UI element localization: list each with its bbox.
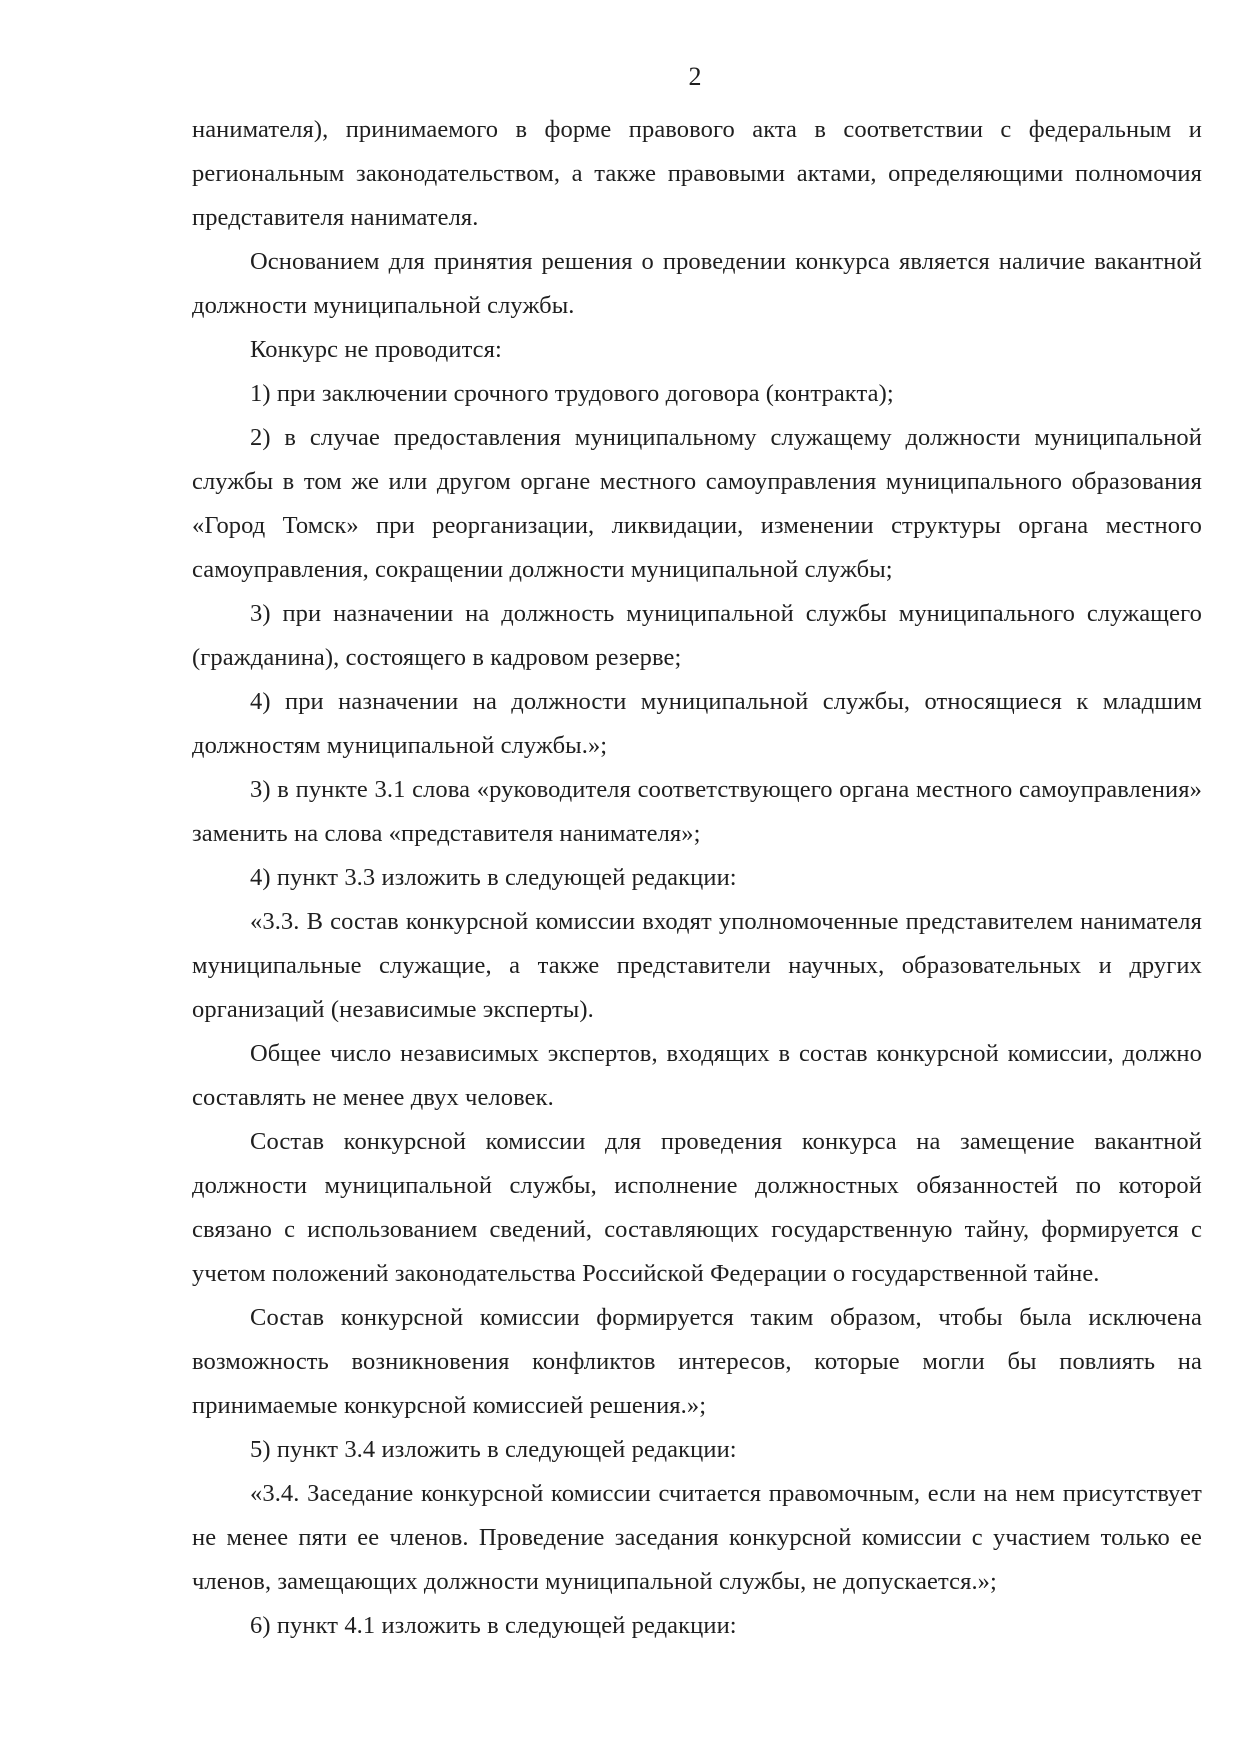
amendment-item-3: 3) в пункте 3.1 слова «руководителя соответствующего органа местного самоуправления» заменить на слова «представителя нанимателя»; xyxy=(192,776,1202,847)
clause-3-3: «3.3. В состав конкурсной комиссии входят уполномоченные представителем нанимателя муниципальные служащие, а также представители научных, образовательных и других организаций (независимые эксперты). xyxy=(192,908,1202,1023)
document-body xyxy=(192,108,1202,1648)
page-number: 2 xyxy=(688,62,702,91)
amendment-item-6: 6) пункт 4.1 изложить в следующей редакции: xyxy=(250,1612,737,1639)
list-item-2: 2) в случае предоставления муниципальному служащему должности муниципальной службы в том же или другом органе местного самоуправления муниципального образования «Город Томск» при реорганизации, ликвидации, изменении структуры органа местного самоуправления, сокращении должности муниципальной службы; xyxy=(192,424,1202,583)
paragraph-no-contest: Конкурс не проводится: xyxy=(250,336,502,363)
paragraph-basis: Основанием для принятия решения о проведении конкурса является наличие вакантной должности муниципальной службы. xyxy=(192,248,1202,319)
paragraph-conflict-interests: Состав конкурсной комиссии формируется таким образом, чтобы была исключена возможность возникновения конфликтов интересов, которые могли бы повлиять на принимаемые конкурсной комиссией решения.»; xyxy=(192,1304,1202,1419)
list-item-1: 1) при заключении срочного трудового договора (контракта); xyxy=(250,380,894,407)
amendment-item-4: 4) пункт 3.3 изложить в следующей редакции: xyxy=(250,864,737,891)
paragraph-experts-count: Общее число независимых экспертов, входящих в состав конкурсной комиссии, должно составлять не менее двух человек. xyxy=(192,1040,1202,1111)
amendment-item-5: 5) пункт 3.4 изложить в следующей редакции: xyxy=(250,1436,737,1463)
list-item-4: 4) при назначении на должности муниципальной службы, относящиеся к младшим должностям муниципальной службы.»; xyxy=(192,688,1202,759)
list-item-3: 3) при назначении на должность муниципальной службы муниципального служащего (гражданина), состоящего в кадровом резерве; xyxy=(192,600,1202,671)
clause-3-4: «3.4. Заседание конкурсной комиссии считается правомочным, если на нем присутствует не менее пяти ее членов. Проведение заседания конкурсной комиссии с участием только ее членов, замещающих должности муниципальной службы, не допускается.»; xyxy=(192,1480,1202,1595)
paragraph-continuation: нанимателя), принимаемого в форме правового акта в соответствии с федеральным и региональным законодательством, а также правовыми актами, определяющими полномочия представителя нанимателя. xyxy=(192,116,1202,231)
paragraph-commission-secret: Состав конкурсной комиссии для проведения конкурса на замещение вакантной должности муниципальной службы, исполнение должностных обязанностей по которой связано с использованием сведений, составляющих государственную тайну, формируется с учетом положений законодательства Российской Федерации о государственной тайне. xyxy=(192,1128,1202,1287)
